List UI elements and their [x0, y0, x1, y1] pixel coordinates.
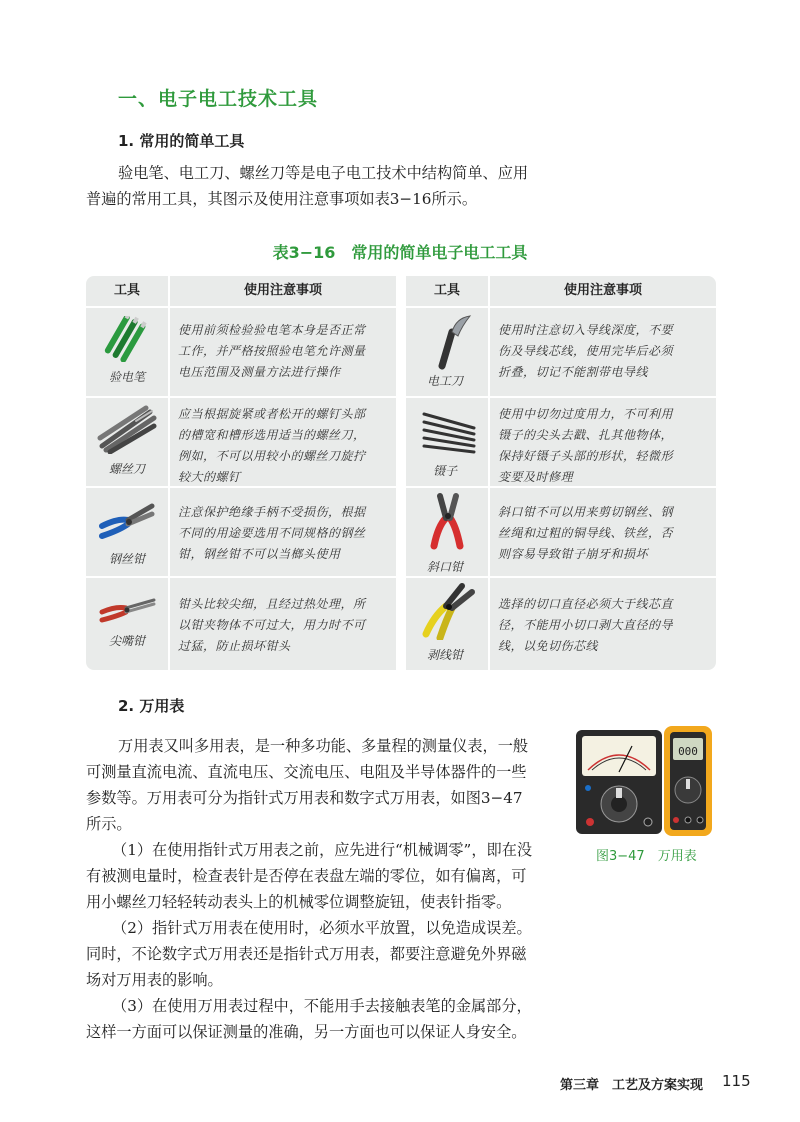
note-screwdriver-4: 较大的螺钉: [178, 470, 241, 484]
header-notes-left: 使用注意事项: [243, 283, 322, 298]
tool-name-wire-stripper: 剥线钳: [426, 648, 463, 662]
table-gutter: [396, 276, 406, 670]
note-diagonal-3: 则容易导致钳子崩牙和损坏: [498, 547, 649, 561]
test-pen-icon: [100, 316, 152, 362]
needle-nose-pliers-icon: [98, 588, 156, 628]
multimeter-figure: [572, 724, 714, 838]
multimeter-para-line-1: 万用表又叫多用表，是一种多功能、多量程的测量仪表，一般: [118, 737, 529, 755]
tool-name-pliers: 钢丝钳: [108, 552, 145, 566]
digital-multimeter-icon: [664, 726, 712, 836]
grid-divider: [86, 396, 716, 398]
header-tool-left: 工具: [113, 283, 140, 298]
note3-line-1: （3）在使用万用表过程中，不能用手去接触表笔的金属部分，: [112, 997, 532, 1015]
electrician-knife-icon: [422, 312, 474, 370]
note-pliers-3: 钳，钢丝钳不可以当榔头使用: [178, 547, 341, 561]
header-notes-right: 使用注意事项: [563, 283, 642, 298]
intro-line-1: 验电笔、电工刀、螺丝刀等是电子电工技术中结构简单、应用: [118, 164, 529, 182]
tool-name-test-pen: 验电笔: [108, 370, 145, 384]
tool-name-tweezers: 镊子: [432, 464, 457, 478]
note-diagonal-2: 丝绳和过粗的铜导线、铁丝，否: [498, 526, 674, 540]
note-stripper-3: 线，以免切伤芯线: [498, 639, 599, 653]
multimeter-para-line-2: 可测量直流电流、直流电压、交流电压、电阻及半导体器件的一些: [86, 763, 527, 781]
note-pliers-2: 不同的用途要选用不同规格的钢丝: [178, 526, 366, 540]
note-test-pen-2: 工作，并严格按照验电笔允许测量: [178, 344, 366, 358]
multimeter-para-line-4: 所示。: [86, 815, 132, 833]
diagonal-pliers-icon: [420, 490, 478, 550]
page-number: 115: [722, 1072, 751, 1090]
tool-name-needle-nose-pliers: 尖嘴钳: [108, 634, 145, 648]
analog-multimeter-icon: [576, 730, 662, 834]
tool-name-diagonal-pliers: 斜口钳: [426, 560, 463, 574]
note-tweezers-2: 镊子的尖头去戳、扎其他物体，: [498, 428, 674, 442]
note-tweezers-4: 变要及时修理: [498, 470, 574, 484]
note-stripper-2: 径，不能用小切口剥大直径的导: [498, 618, 674, 632]
note2-line-2: 同时，不论数字式万用表还是指针式万用表，都要注意避免外界磁: [86, 945, 527, 963]
note-screwdriver-1: 应当根据旋紧或者松开的螺钉头部: [178, 407, 366, 421]
note-needle-nose-3: 过猛，防止损坏钳头: [178, 639, 291, 653]
header-tool-right: 工具: [433, 283, 460, 298]
note1-line-3: 用小螺丝刀轻轻转动表头上的机械零位调整旋钮，使表针指零。: [86, 893, 512, 911]
note-stripper-1: 选择的切口直径必须大于线芯直: [498, 597, 674, 611]
footer-chapter: 第三章 工艺及方案实现: [560, 1078, 704, 1093]
note-tweezers-3: 保持好镊子头部的形状，轻微形: [498, 449, 674, 463]
subsection-title-simple-tools: 1. 常用的简单工具: [118, 132, 245, 150]
note-knife-2: 伤及导线芯线，使用完毕后必须: [498, 344, 674, 358]
screwdriver-icon: [96, 402, 158, 454]
note-pliers-1: 注意保护绝缘手柄不受损伤，根据: [178, 505, 366, 519]
note-needle-nose-2: 以钳夹物体不可过大，用力时不可: [178, 618, 366, 632]
grid-divider: [86, 306, 716, 308]
note-screwdriver-3: 例如，不可以用较小的螺丝刀旋拧: [178, 449, 366, 463]
note1-line-1: （1）在使用指针式万用表之前，应先进行“机械调零”，即在没: [112, 841, 533, 859]
note1-line-2: 有被测电量时，检查表针是否停在表盘左端的零位，如有偏离，可: [86, 867, 527, 885]
multimeter-para-line-3: 参数等。万用表可分为指针式万用表和数字式万用表，如图3−47: [86, 789, 523, 807]
subsection-title-multimeter: 2. 万用表: [118, 697, 185, 715]
digital-display: 000: [678, 745, 698, 758]
table-caption: 表3−16 常用的简单电子电工工具: [272, 243, 528, 262]
tool-name-electrician-knife: 电工刀: [426, 374, 463, 388]
note-diagonal-1: 斜口钳不可以用来剪切钢丝、钢: [498, 505, 674, 519]
tweezers-icon: [420, 404, 478, 458]
intro-line-2: 普遍的常用工具，其图示及使用注意事项如表3−16所示。: [86, 190, 478, 208]
note-needle-nose-1: 钳头比较尖细，且经过热处理，所: [178, 597, 366, 611]
grid-divider: [168, 276, 170, 670]
section-title: 一、电子电工技术工具: [118, 88, 319, 110]
note-tweezers-1: 使用中切勿过度用力，不可利用: [498, 407, 674, 421]
note2-line-3: 场对万用表的影响。: [86, 971, 223, 989]
figure-caption: 图3−47 万用表: [596, 849, 697, 864]
pliers-icon: [98, 496, 156, 542]
tools-table: [86, 276, 716, 670]
grid-divider: [86, 576, 716, 578]
note2-line-1: （2）指针式万用表在使用时，必须水平放置，以免造成误差。: [112, 919, 532, 937]
note3-line-2: 这样一方面可以保证测量的准确，另一方面也可以保证人身安全。: [86, 1023, 527, 1041]
note-knife-3: 折叠，切记不能割带电导线: [498, 365, 649, 379]
note-test-pen-1: 使用前须检验验电笔本身是否正常: [178, 323, 366, 337]
note-screwdriver-2: 的槽宽和槽形选用适当的螺丝刀，: [178, 428, 366, 442]
tool-name-screwdriver: 螺丝刀: [108, 462, 145, 476]
note-test-pen-3: 电压范围及测量方法进行操作: [178, 365, 341, 379]
wire-stripper-icon: [418, 580, 480, 640]
grid-divider: [488, 276, 490, 670]
note-knife-1: 使用时注意切入导线深度，不要: [498, 323, 674, 337]
